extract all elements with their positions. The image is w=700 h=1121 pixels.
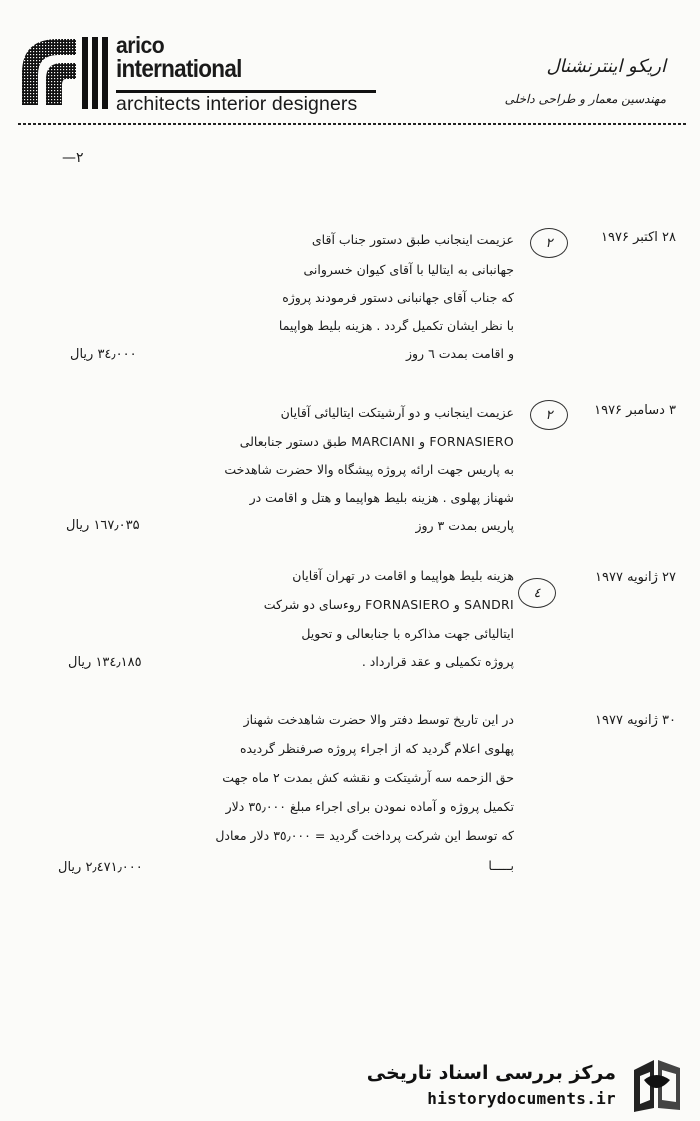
entry-date: ۳ دسامبر ۱۹۷۶ bbox=[594, 403, 676, 418]
entry-line: پروژه تکمیلی و عقد قرارداد . bbox=[361, 654, 514, 669]
entry-line: تکمیل پروژه و آماده نمودن برای اجراء مبلغ ۳٥٫۰۰۰ دلار bbox=[225, 799, 514, 814]
entry-amount: ۱۳٤٫۱۸٥ ریال bbox=[68, 655, 142, 670]
entry-line: در این تاریخ توسط دفتر والا حضرت شاهدخت شهناز bbox=[243, 712, 514, 727]
circled-number: ۲ bbox=[530, 228, 568, 258]
entry-amount: ۲٫٤۷۱٫۰۰۰ ریال bbox=[58, 860, 143, 875]
entry-line: به پاریس جهت ارائه پروژه پیشگاه والا حضرت شاهدخت bbox=[224, 462, 514, 477]
entry-line: FORNASIERO و MARCIANI طبق دستور جنابعالی bbox=[239, 434, 514, 449]
entry-line: عزیمت اینجانب و دو آرشیتکت ایتالیائی آقایان bbox=[280, 405, 514, 420]
entry-line: پاریس بمدت ۳ روز bbox=[415, 518, 514, 533]
entry-date: ۲۷ ژانویه ۱۹۷۷ bbox=[595, 570, 676, 585]
circled-number: ۲ bbox=[530, 400, 568, 430]
persian-brand-subtitle: مهندسین معمار و طراحی داخلی bbox=[504, 92, 666, 106]
entry-line: که توسط این شرکت پرداخت گردید = ۳٥٫۰۰۰ دلار معادل bbox=[215, 828, 514, 843]
archive-center-name: مرکز بررسی اسناد تاریخی bbox=[366, 1062, 616, 1084]
entry-line: و اقامت بمدت ٦ روز bbox=[405, 346, 514, 361]
entry-line: شهناز پهلوی . هزینه بلیط هواپیما و هتل و اقامت در bbox=[249, 490, 514, 505]
entry-line: با نظر ایشان تکمیل گردد . هزینه بلیط هواپیما bbox=[278, 318, 514, 333]
entry-line: عزیمت اینجانب طبق دستور جناب آقای bbox=[311, 232, 514, 247]
entry-date: ۲۸ اکتبر ۱۹۷۶ bbox=[601, 230, 676, 245]
brand-line-architects: architects interior designers bbox=[116, 93, 358, 115]
entry-line: جهانبانی به ایتالیا با آقای کیوان خسروانی bbox=[303, 262, 514, 277]
header-divider bbox=[18, 123, 688, 125]
entry-line: پهلوی اعلام گردید که از اجراء پروژه صرفنظر گردیده bbox=[239, 741, 514, 756]
entry-line: که جناب آقای جهانبانی دستور فرمودند پروژه bbox=[282, 290, 514, 305]
entry-line: ایتالیائی جهت مذاکره با جنابعالی و تحویل bbox=[301, 626, 514, 641]
entry-amount: ۱٦۷٫۰۳۵ ریال bbox=[66, 518, 140, 533]
history-documents-logo bbox=[626, 1056, 688, 1114]
archive-url[interactable]: historydocuments.ir bbox=[427, 1089, 616, 1108]
entry-line: بـــــا bbox=[488, 858, 514, 873]
brand-line-international: international bbox=[116, 55, 242, 83]
entry-amount: ۳٤٫۰۰۰ ریال bbox=[70, 347, 137, 362]
circled-number: ٤ bbox=[518, 578, 556, 608]
persian-brand-name: اریکو اینترنشنال bbox=[546, 56, 666, 77]
brand-line-arico: arico bbox=[116, 32, 165, 58]
entry-line: SANDRI و FORNASIERO روءسای دو شرکت bbox=[263, 597, 514, 612]
entry-date: ۳۰ ژانویه ۱۹۷۷ bbox=[595, 713, 676, 728]
page-number: ۲— bbox=[62, 150, 84, 166]
entry-line: حق الزحمه سه آرشیتکت و نقشه کش بمدت ۲ ماه جهت bbox=[222, 770, 514, 785]
entry-line: هزینه بلیط هواپیما و اقامت در تهران آقایان bbox=[292, 568, 514, 583]
arico-logo-mark bbox=[18, 33, 110, 111]
